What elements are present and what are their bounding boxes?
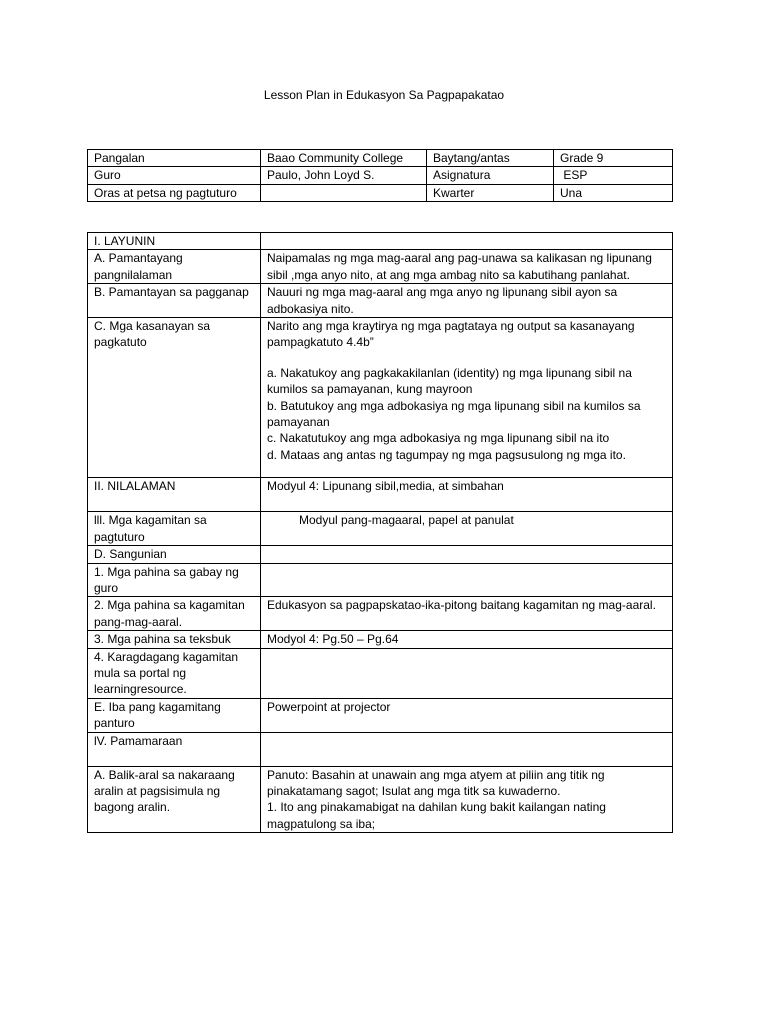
criteria-item: d. Mataas ang antas ng tagumpay ng mga pagsusulong ng mga ito. [267, 447, 626, 462]
info-table [87, 149, 673, 202]
table-row [88, 318, 673, 478]
row-label: D. Sangunian [88, 546, 261, 563]
info-cell: Baytang/antas [427, 150, 554, 167]
criteria-item: c. Nakatutukoy ang mga adbokasiya ng mga lipunang sibil na ito [267, 431, 610, 446]
section-heading: I. LAYUNIN [88, 233, 261, 250]
empty-cell [261, 546, 673, 563]
row-content [261, 318, 673, 478]
row-content: Edukasyon sa pagpapskatao-ika-pitong baitang kagamitan ng mag-aaral. [261, 597, 673, 631]
info-cell [261, 184, 427, 201]
row-label: E. Iba pang kagamitang panturo [88, 698, 261, 732]
empty-cell [261, 732, 673, 766]
row-label: C. Mga kasanayan sa pagkatuto [88, 318, 261, 478]
row-content: Modyol 4: Pg.50 – Pg.64 [261, 631, 673, 648]
table-row [88, 512, 673, 546]
criteria-intro: Narito ang mga kraytirya ng mga pagtataya ng output sa kasanayang pampagkatuto 4.4b” [267, 319, 635, 350]
info-cell: Kwarter [427, 184, 554, 201]
lesson-plan-table [87, 232, 673, 833]
info-cell: ESP [554, 167, 673, 184]
row-content: Powerpoint at projector [261, 698, 673, 732]
row-label: 1. Mga pahina sa gabay ng guro [88, 563, 261, 597]
row-label: 2. Mga pahina sa kagamitan pang-mag-aaral. [88, 597, 261, 631]
row-content [261, 563, 673, 597]
row-content [261, 648, 673, 698]
table-row [88, 184, 673, 201]
criteria-item: b. Batutukoy ang mga adbokasiya ng mga lipunang sibil na kumilos sa pamayanan [267, 398, 641, 430]
question-item: 1. Ito ang pinakamabigat na dahilan kung bakit kailangan nating magpatulong sa iba; [267, 800, 606, 831]
empty-cell [261, 233, 673, 250]
section-heading: lll. Mga kagamitan sa pagtuturo [88, 512, 261, 546]
table-row [88, 698, 673, 732]
info-cell: Oras at petsa ng pagtuturo [88, 184, 261, 201]
table-row [88, 563, 673, 597]
info-cell: Paulo, John Loyd S. [261, 167, 427, 184]
row-label: 3. Mga pahina sa teksbuk [88, 631, 261, 648]
info-cell: Grade 9 [554, 150, 673, 167]
row-label: A. Balik-aral sa nakaraang aralin at pagsisimula ng bagong aralin. [88, 766, 261, 833]
instruction-text: Panuto: Basahin at unawain ang mga atyem at piliin ang titik ng pinakatamang sagot; Isulat ang mga titk sa kuwaderno. [267, 767, 605, 798]
table-row [88, 766, 673, 833]
table-row [88, 546, 673, 563]
table-row [88, 284, 673, 318]
row-content [261, 766, 673, 833]
section-heading: lV. Pamamaraan [88, 732, 261, 766]
table-row [88, 250, 673, 284]
table-row [88, 233, 673, 250]
row-content: Modyul 4: Lipunang sibil,media, at simbahan [261, 478, 673, 512]
table-row [88, 631, 673, 648]
criteria-item: a. Nakatukoy ang pagkakakilanlan (identity) ng mga lipunang sibil na kumilos sa pamayanan, kung mayroon [267, 365, 632, 397]
info-cell: Pangalan [88, 150, 261, 167]
info-cell: Guro [88, 167, 261, 184]
table-row [88, 597, 673, 631]
info-cell: Una [554, 184, 673, 201]
info-cell: Baao Community College [261, 150, 427, 167]
page-title: Lesson Plan in Edukasyon Sa Pagpapakatao [263, 88, 505, 102]
row-content: Nauuri ng mga mag-aaral ang mga anyo ng lipunang sibil ayon sa adbokasiya nito. [261, 284, 673, 318]
table-row [88, 732, 673, 766]
row-content: Naipamalas ng mga mag-aaral ang pag-unawa sa kalikasan ng lipunang sibil ,mga anyo nito, at ang mga ambag nito sa kabutihang panlahat. [261, 250, 673, 284]
table-row [88, 648, 673, 698]
row-label: 4. Karagdagang kagamitan mula sa portal ng learningresource. [88, 648, 261, 698]
table-row [88, 478, 673, 512]
row-content: Modyul pang-magaaral, papel at panulat [261, 512, 673, 546]
info-cell: Asignatura [427, 167, 554, 184]
table-row [88, 167, 673, 184]
table-row [88, 150, 673, 167]
section-heading: II. NILALAMAN [88, 478, 261, 512]
row-label: B. Pamantayan sa pagganap [88, 284, 261, 318]
row-label: A. Pamantayang pangnilalaman [88, 250, 261, 284]
